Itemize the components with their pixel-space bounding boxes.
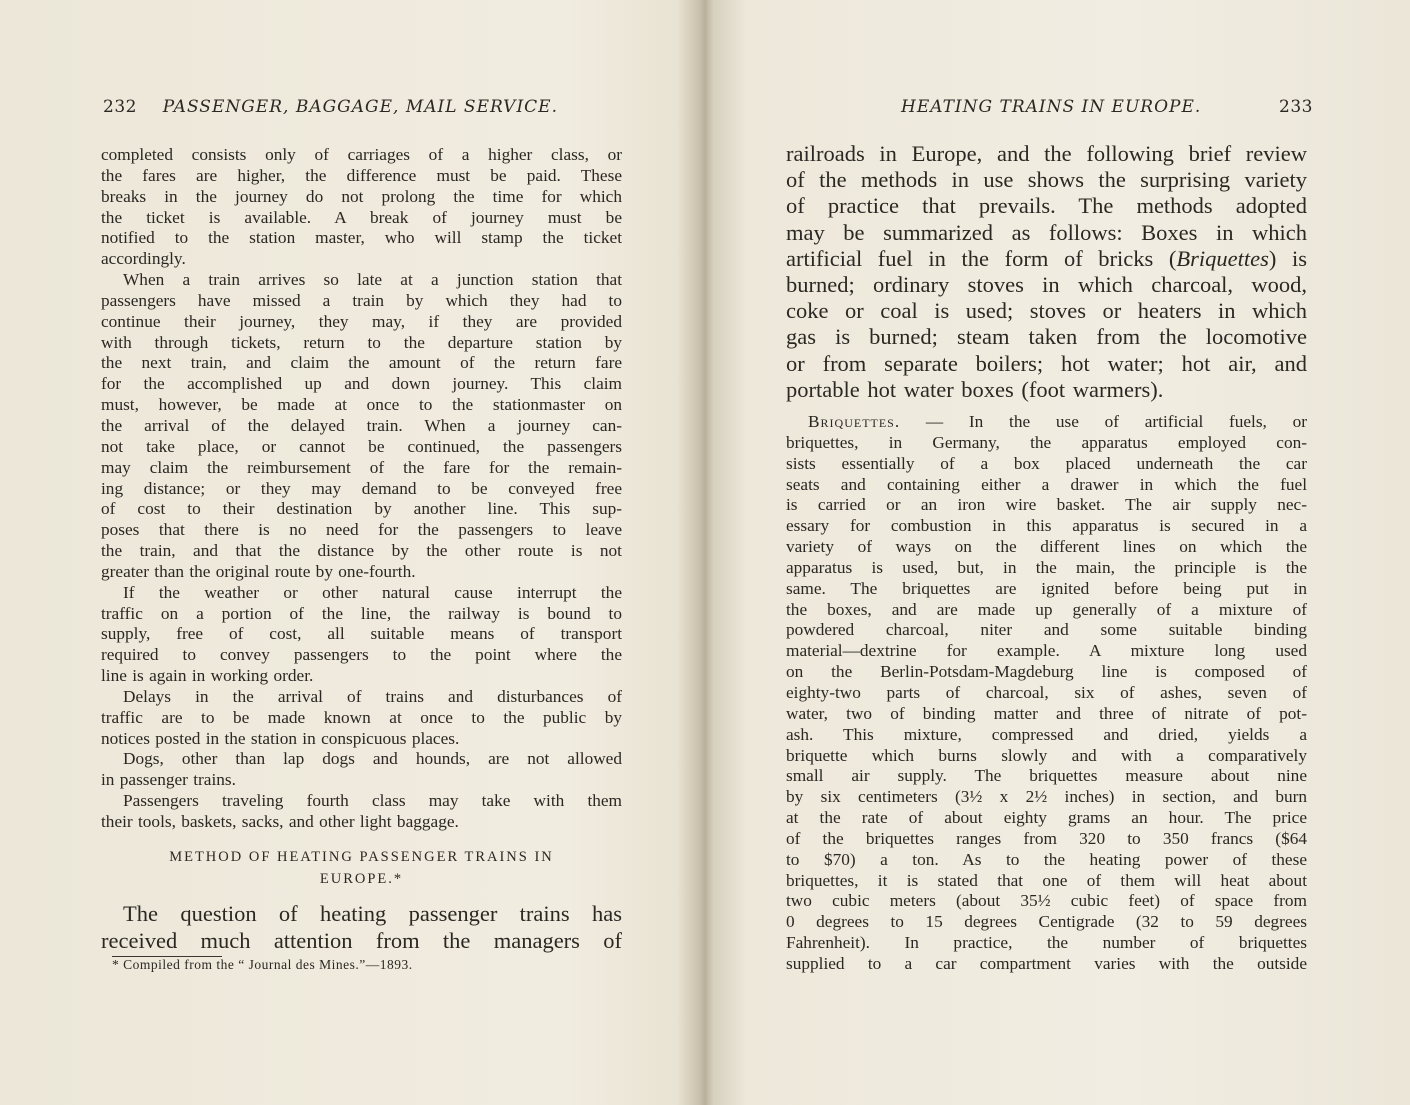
text-line: traffic on a portion of the line, the railway is bound to (101, 603, 622, 623)
paragraph-lead: Briquettes. (808, 412, 901, 431)
section-heading (101, 846, 622, 890)
text-line: apparatus is used, but, in the main, the principle is the (786, 557, 1307, 577)
text-line: If the weather or other natural cause interrupt the (123, 582, 622, 602)
text-line: ash. This mixture, compressed and dried, yields a (786, 724, 1307, 744)
text-line: not take place, or cannot be continued, the passengers (101, 436, 622, 456)
text-line: the train, and that the distance by the other route is not (101, 541, 622, 561)
right-running-head (901, 97, 1313, 117)
text-line: briquettes, in Germany, the apparatus employed con- (786, 432, 1307, 452)
text-line: briquettes, it is stated that one of them will heat about (786, 870, 1307, 890)
large-line-part: ) is (1268, 245, 1307, 271)
text-line: with through tickets, return to the departure station by (101, 332, 622, 352)
intro-paragraph (101, 900, 622, 954)
text-line: briquette which burns slowly and with a comparatively (786, 745, 1307, 765)
text-line: completed consists only of carriages of a higher class, or (101, 145, 622, 164)
large-line: gas is burned; steam taken from the locomotive (786, 324, 1307, 350)
text-line: notified to the station master, who will stamp the ticket (101, 228, 622, 248)
running-title: HEATING TRAINS IN EUROPE. (901, 97, 1202, 117)
text-line: the next train, and claim the amount of the return fare (101, 353, 622, 373)
left-body-text (101, 145, 622, 833)
large-line: coke or coal is used; stoves or heaters in which (786, 298, 1307, 324)
section-heading-line-2: EUROPE.* (319, 871, 404, 887)
text-line: sists essentially of a box placed underneath the car (786, 453, 1307, 473)
text-line: ing distance; or they may demand to be conveyed free (101, 478, 622, 498)
page-number: 233 (1279, 97, 1313, 117)
right-page (705, 0, 1410, 1105)
text-line: seats and containing either a drawer in which the fuel (786, 474, 1307, 494)
text-line: material—dextrine for example. A mixture long used (786, 641, 1307, 661)
text-line: Passengers traveling fourth class may take with them (123, 791, 622, 811)
text-line: variety of ways on the different lines on which the (786, 537, 1307, 557)
text-line: Delays in the arrival of trains and disturbances of (123, 686, 622, 706)
text-line: continue their journey, they may, if they are provided (101, 311, 622, 331)
large-line-with-italic (786, 246, 1307, 272)
text-line-rest: — In the use of artificial fuels, or (900, 412, 1307, 431)
large-line-part: artificial fuel in the form of bricks ( (786, 245, 1177, 271)
running-title: PASSENGER, BAGGAGE, MAIL SERVICE. (162, 97, 558, 117)
intro-line: The question of heating passenger trains has (123, 901, 622, 926)
text-line: poses that there is no need for the passengers to leave (101, 520, 622, 540)
text-line (786, 412, 1307, 433)
text-line: powdered charcoal, niter and some suitable binding (786, 620, 1307, 640)
text-line: of cost to their destination by another line. This sup- (101, 499, 622, 519)
large-line: railroads in Europe, and the following brief review (786, 141, 1307, 166)
large-line: of practice that prevails. The methods adopted (786, 193, 1307, 219)
text-line: same. The briquettes are ignited before being put in (786, 578, 1307, 598)
text-line: in passenger trains. (101, 770, 236, 790)
text-line: the fares are higher, the difference must be paid. These (101, 165, 622, 185)
large-line: burned; ordinary stoves in which charcoal, wood, (786, 272, 1307, 298)
text-line: at the rate of about eighty grams an hour. The price (786, 808, 1307, 828)
large-line: of the methods in use shows the surprising variety (786, 167, 1307, 193)
text-line: passengers have missed a train by which they had to (101, 290, 622, 310)
text-line: notices posted in the station in conspicuous places. (101, 728, 460, 748)
text-line: two cubic meters (about 35½ cubic feet) of space from (786, 891, 1307, 911)
text-line: must, however, be made at once to the stationmaster on (101, 395, 622, 415)
text-line: of the briquettes ranges from 320 to 350 francs ($64 (786, 828, 1307, 848)
text-line: for the accomplished up and down journey. This claim (101, 374, 622, 394)
section-heading-line-1: METHOD OF HEATING PASSENGER TRAINS IN (169, 849, 554, 865)
text-line: on the Berlin-Potsdam-Magdeburg line is composed of (786, 662, 1307, 682)
text-line: supplied to a car compartment varies with the outside (786, 953, 1307, 973)
italic-term: Briquettes (1176, 245, 1269, 271)
text-line: supply, free of cost, all suitable means of transport (101, 624, 622, 644)
large-line: portable hot water boxes (foot warmers). (786, 376, 1164, 402)
page-number: 232 (103, 97, 137, 117)
text-line: may claim the reimbursement of the fare for the remain- (101, 457, 622, 477)
text-line: essary for combustion in this apparatus is secured in a (786, 516, 1307, 536)
text-line: small air supply. The briquettes measure about nine (786, 766, 1307, 786)
text-line: 0 degrees to 15 degrees Centigrade (32 to 59 degrees (786, 912, 1307, 932)
text-line: greater than the original route by one-fourth. (101, 561, 416, 581)
text-line: eighty-two parts of charcoal, six of ashes, seven of (786, 682, 1307, 702)
text-line: the boxes, and are made up generally of a mixture of (786, 599, 1307, 619)
text-line: the ticket is available. A break of journey must be (101, 207, 622, 227)
text-line: breaks in the journey do not prolong the time for which (101, 186, 622, 206)
text-line: line is again in working order. (101, 666, 314, 686)
text-line: is carried or an iron wire basket. The air supply nec- (786, 495, 1307, 515)
right-body-text (786, 412, 1307, 975)
intro-line: received much attention from the managers of (101, 928, 622, 953)
text-line: Dogs, other than lap dogs and hounds, are not allowed (123, 749, 622, 769)
text-line: water, two of binding matter and three of nitrate of pot- (786, 703, 1307, 723)
text-line: the arrival of the delayed train. When a journey can- (101, 415, 622, 435)
continued-paragraph (786, 141, 1307, 403)
left-running-head (103, 97, 558, 117)
text-line: accordingly. (101, 249, 186, 269)
large-line: or from separate boilers; hot water; hot air, and (786, 350, 1307, 376)
text-line: When a train arrives so late at a junction station that (123, 270, 622, 290)
large-line: may be summarized as follows: Boxes in which (786, 219, 1307, 245)
text-line: to $70) a ton. As to the heating power of these (786, 849, 1307, 869)
text-line: required to convey passengers to the point where the (101, 645, 622, 665)
text-line: Fahrenheit). In practice, the number of briquettes (786, 933, 1307, 953)
text-line: their tools, baskets, sacks, and other light baggage. (101, 812, 459, 831)
footnote: * Compiled from the “ Journal des Mines.”—1893. (112, 957, 413, 972)
text-line: traffic are to be made known at once to the public by (101, 707, 622, 727)
text-line: by six centimeters (3½ x 2½ inches) in section, and burn (786, 787, 1307, 807)
